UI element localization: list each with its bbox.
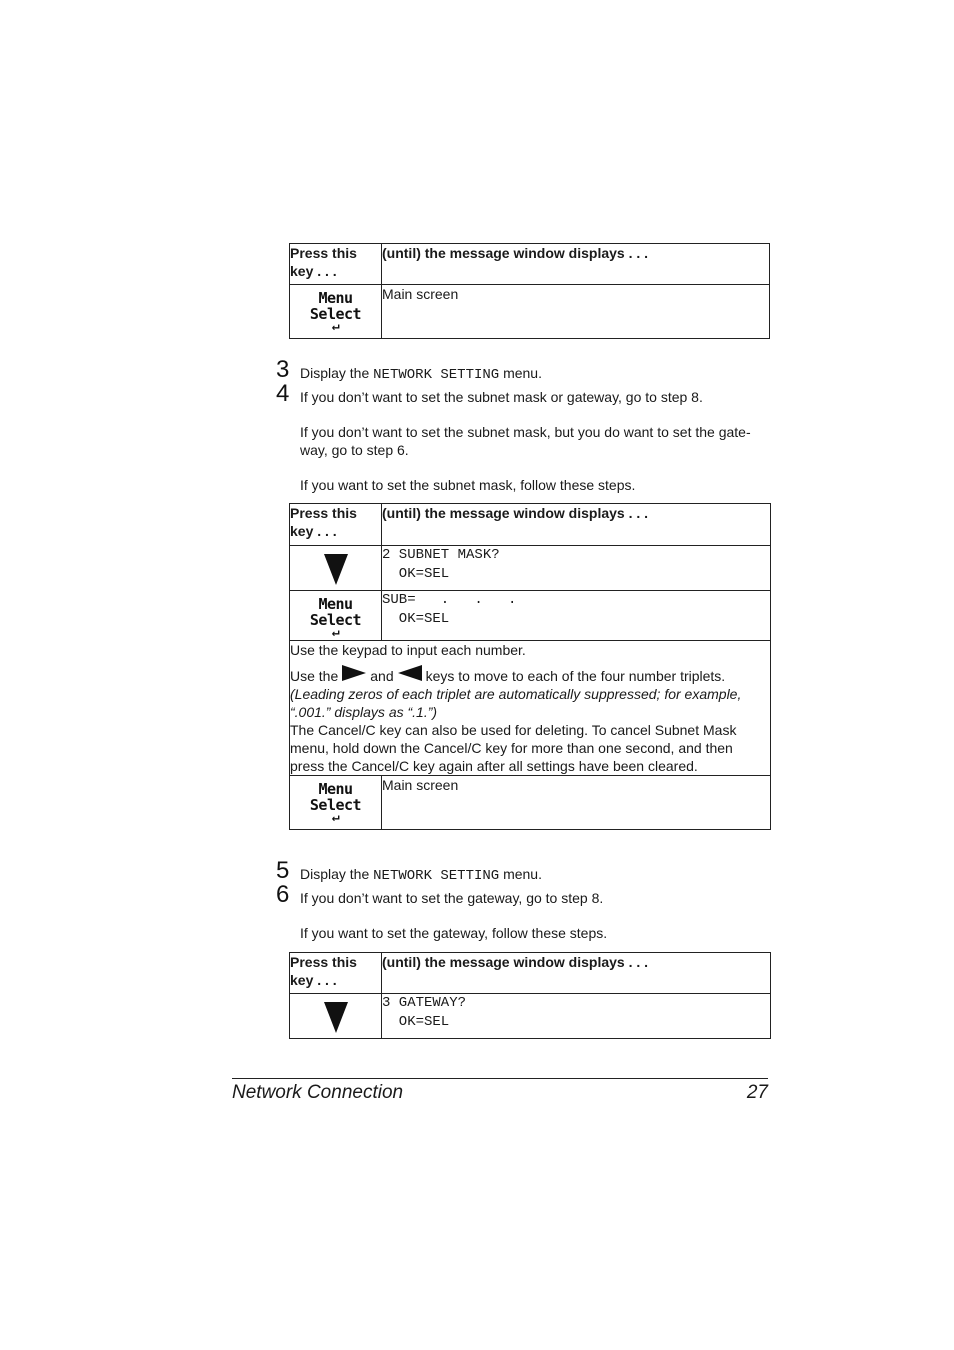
key-cell xyxy=(290,994,382,1039)
enter-icon: ↵ xyxy=(331,810,340,825)
key-cell xyxy=(290,591,382,641)
key-table-2 xyxy=(289,503,771,830)
step-4-text: If you don’t want to set the subnet mask or gateway, go to step 8. xyxy=(300,389,703,405)
enter-icon: ↵ xyxy=(331,319,340,334)
step-6-text: If you don’t want to set the gateway, go to step 8. xyxy=(300,890,604,906)
key-table-3 xyxy=(289,952,771,1039)
step-number-3: 3 xyxy=(276,356,290,383)
header-key: Press this key . . . xyxy=(290,953,382,994)
menu-key-line1: Menu xyxy=(318,289,353,307)
header-key: Press this key . . . xyxy=(290,504,382,546)
instr-keys: keys to move to each of the four number triplets. xyxy=(425,668,726,684)
menu-select-key-icon xyxy=(310,290,361,333)
step-3-post: menu. xyxy=(499,365,542,381)
menu-key-line2: Select xyxy=(309,611,362,629)
header-display: (until) the message window displays . . . xyxy=(382,504,771,546)
header-display: (until) the message window displays . . . xyxy=(382,244,770,285)
display-subnet-entry: SUB= . . . OK=SEL xyxy=(382,591,771,641)
step-4-paragraph-a: If you don’t want to set the subnet mask, but you do want to set the gate-way, go to step 6. xyxy=(300,424,751,458)
step-number-6: 6 xyxy=(276,881,290,908)
menu-key-line1: Menu xyxy=(318,595,353,613)
step-5-pre: Display the xyxy=(300,866,374,882)
instr-keypad: Use the keypad to input each number. xyxy=(290,642,526,658)
step-6-paragraph-a: If you want to set the gateway, follow these steps. xyxy=(300,925,608,941)
key-cell xyxy=(290,546,382,591)
key-table-1 xyxy=(289,243,770,339)
instr-cancel: The Cancel/C key can also be used for deleting. To cancel Subnet Mask menu, hold down the Cancel/C key for more than one second, and then press the Cancel/C key again after all settings have been cleared. xyxy=(290,722,737,774)
page-number: 27 xyxy=(746,1082,768,1103)
menu-key-line1: Menu xyxy=(318,780,353,798)
display-gateway-prompt: 3 GATEWAY? OK=SEL xyxy=(382,994,771,1039)
menu-select-key-icon xyxy=(310,781,361,824)
step-number-5: 5 xyxy=(276,857,290,884)
footer-title: Network Connection xyxy=(232,1082,404,1103)
down-arrow-key-icon xyxy=(324,554,348,585)
menu-key-line2: Select xyxy=(309,305,362,323)
step-number-4: 4 xyxy=(276,380,290,407)
right-arrow-key-icon xyxy=(342,665,366,681)
instructions-cell xyxy=(290,641,771,776)
instr-use: Use the xyxy=(290,668,339,684)
menu-select-key-icon xyxy=(310,596,361,639)
display-main-screen: Main screen xyxy=(382,776,771,830)
header-key: Press this key . . . xyxy=(290,244,382,285)
instr-and: and xyxy=(370,668,394,684)
step-5-code: NETWORK SETTING xyxy=(373,868,500,884)
step-5-post: menu. xyxy=(499,866,542,882)
step-3-pre: Display the xyxy=(300,365,374,381)
display-main-screen: Main screen xyxy=(382,285,770,339)
enter-icon: ↵ xyxy=(331,625,340,640)
display-subnet-mask-prompt: 2 SUBNET MASK? OK=SEL xyxy=(382,546,771,591)
instr-arrow-keys xyxy=(290,665,770,685)
footer-rule xyxy=(232,1078,768,1079)
step-5-text xyxy=(300,865,542,885)
instr-leading-zeros: (Leading zeros of each triplet are automatically suppressed; for example, “.001.” displays as “.1.”) xyxy=(290,686,742,720)
step-3-text xyxy=(300,364,542,384)
header-display: (until) the message window displays . . . xyxy=(382,953,771,994)
key-cell xyxy=(290,285,382,339)
left-arrow-key-icon xyxy=(398,665,422,681)
step-4-paragraph-b: If you want to set the subnet mask, follow these steps. xyxy=(300,477,636,493)
menu-key-line2: Select xyxy=(309,796,362,814)
down-arrow-key-icon xyxy=(324,1002,348,1033)
step-3-code: NETWORK SETTING xyxy=(373,367,500,383)
key-cell xyxy=(290,776,382,830)
